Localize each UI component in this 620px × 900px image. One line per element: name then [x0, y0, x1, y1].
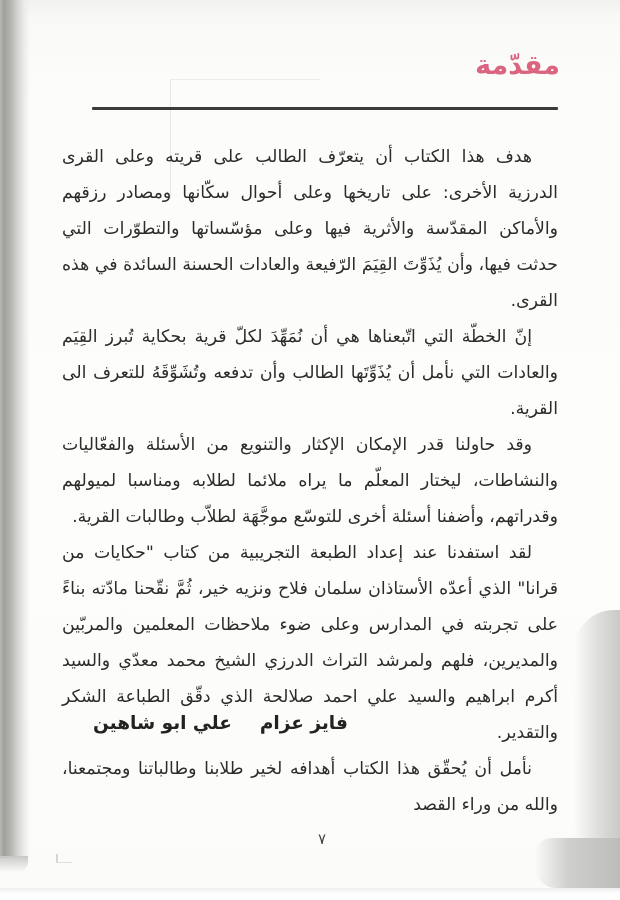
paragraph: نأمل أن يُحقّق هذا الكتاب أهدافه لخير طلابنا وطالباتنا ومجتمعنا، والله من وراء القصد: [62, 759, 558, 815]
authors-signature: [93, 713, 348, 734]
binding-shadow-fade: [0, 856, 28, 872]
paragraph: هدف هذا الكتاب أن يتعرّف الطالب على قريته وعلى القرى الدرزية الأخرى: على تاريخها وعلى أحوال سكّانها ومصادر رزقهم والأماكن المقدّسة والأثرية فيها وعلى مؤسّساتها والتطوّرات التي حدثت فيها، وأن يُذَوِّتَ القِيَمَ الرّفيعة والعادات الحسنة السائدة في هذه القرى.: [62, 147, 558, 311]
scan-bottom-edge: [0, 888, 620, 900]
page-number: ٧: [318, 830, 327, 848]
paragraph: إنّ الخطّة التي اتّبعناها هي أن نُمَهِّدَ لكلّ قرية بحكاية تُبرز القِيَم والعادات التي نأمل أن يُذَوِّتَها الطالب وأن تدفعه وتُشَوِّقَهُ للتعرف الى القرية.: [62, 327, 558, 419]
author-name-1: فايز عزام: [259, 713, 348, 734]
page-title: مقدّمة: [475, 50, 560, 81]
scan-corner-shadow: [534, 838, 620, 888]
author-name-2: علي ابو شاهين: [93, 713, 232, 734]
bleedthrough-line-horizontal: [170, 79, 320, 80]
scan-corner-speck: [56, 854, 72, 863]
paragraph: وقد حاولنا قدر الإمكان الإكثار والتنويع من الأسئلة والفعّاليات والنشاطات، ليختار المعلّم ما يراه ملائما لطلابه ومناسبا لميولهم وقدراتهم، وأضفنا أسئلة أخرى للتوسّع موجَّهَة لطلاّب وطالبات القرية.: [62, 435, 558, 527]
title-divider: [92, 107, 558, 110]
paragraph: لقد استفدنا عند إعداد الطبعة التجريبية من كتاب "حكايات من قرانا" الذي أعدّه الأستاذان سلمان فلاح ونزيه خير، ثُمَّ نقّحنا مادّته بناءً على تجربته في المدارس وعلى ضوء ملاحظات المعلمين والمربّين والمديرين، فلهم ولمرشد التراث الدرزي الشيخ محمد معدّي والسيد أكرم ابراهيم والسيد علي احمد صلالحة الذي دقّق الطباعة الشكر والتقدير.: [62, 543, 558, 743]
binding-shadow: [0, 0, 30, 858]
